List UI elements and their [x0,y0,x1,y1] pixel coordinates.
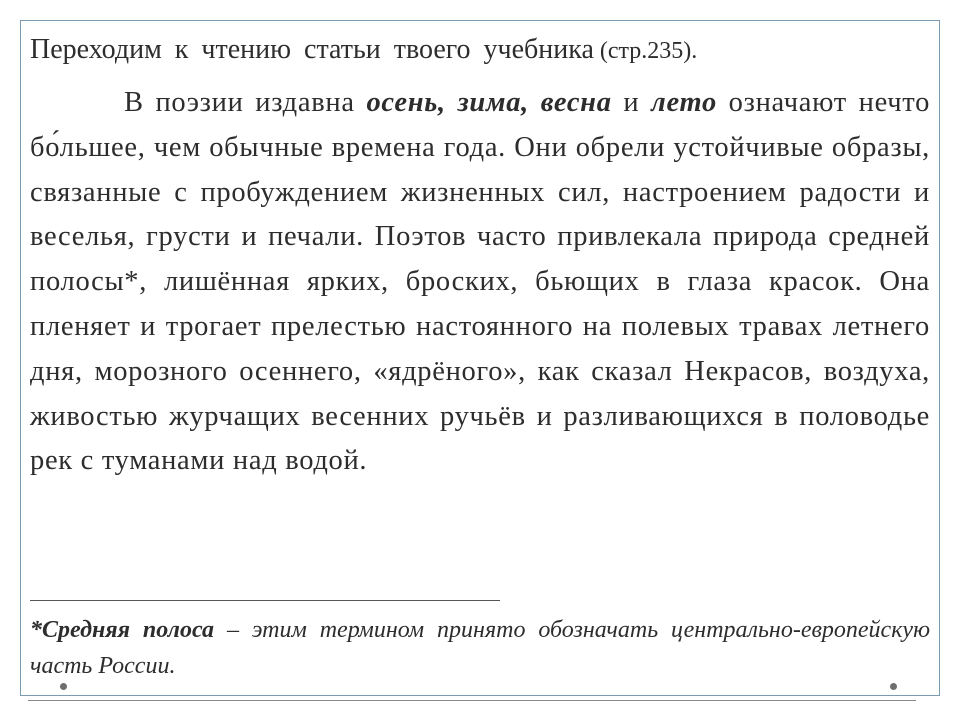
paragraph-lead: В поэзии издавна [124,87,367,118]
separator [446,87,458,118]
season-autumn: осень, [366,87,446,118]
page-reference: (стр.235). [599,38,698,64]
footnote [30,612,930,684]
bottom-rule [28,700,916,701]
left-dot-decoration [60,683,67,690]
main-paragraph [30,81,930,484]
season-summer: лето [651,87,717,118]
right-dot-decoration [890,683,897,690]
footnote-definition: – этим термином принято обозначать центрально-европейскую часть России. [30,617,931,679]
separator [529,87,541,118]
season-winter: зима, [457,87,529,118]
footnote-divider [30,600,500,601]
intro-line [30,28,930,73]
slide-content [30,28,930,484]
footnote-term: *Средняя полоса [30,617,215,643]
paragraph-body: означают нечто бо́льшее, чем обычные времена года. Они обрели устойчивые образы, связанные с пробуждением жизненных сил, настроением радости и веселья, грусти и печали. Поэтов часто привлекала природа средней полосы*, лишённая ярких, броских, бьющих в глаза красок. Она пленяет и трогает прелестью настоянного на полевых травах летнего дня, морозного осеннего, «ядрёного», как сказал Некрасов, воздуха, живостью журчащих весенних ручьёв и разливающихся в половодье рек с туманами над водой. [30,87,931,477]
season-spring: весна [540,87,612,118]
conjunction: и [611,87,652,118]
intro-text: Переходим к чтению статьи твоего учебника [30,34,594,65]
